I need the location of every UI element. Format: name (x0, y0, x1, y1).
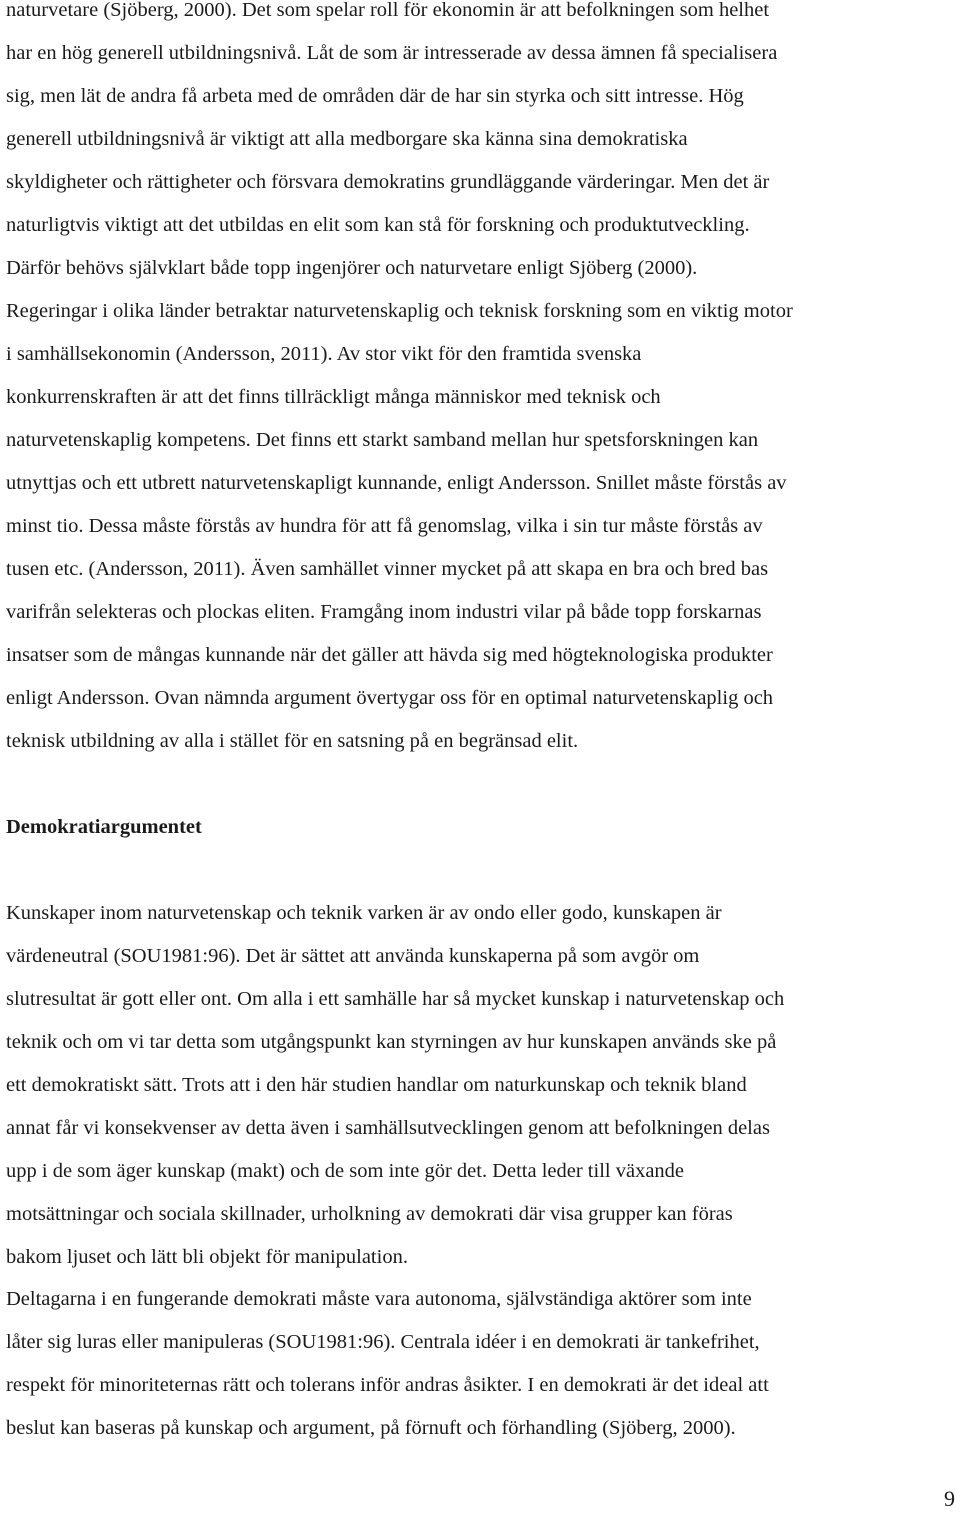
text-line: beslut kan baseras på kunskap och argument, på förnuft och förhandling (Sjöberg, 2000). (6, 1417, 736, 1439)
text-line: respekt för minoriteternas rätt och tolerans inför andras åsikter. I en demokrati är det ideal att (6, 1374, 769, 1396)
section-heading: Demokratiargumentet (6, 816, 202, 838)
text-line: naturvetare (Sjöberg, 2000). Det som spelar roll för ekonomin är att befolkningen som helhet (6, 0, 770, 21)
text-line: enligt Andersson. Ovan nämnda argument övertygar oss för en optimal naturvetenskaplig och (6, 687, 774, 709)
text-line: minst tio. Dessa måste förstås av hundra för att få genomslag, vilka i sin tur måste förstås av (6, 515, 763, 537)
text-line: sig, men lät de andra få arbeta med de områden där de har sin styrka och sitt intresse. Hög (6, 85, 744, 107)
text-line: Därför behövs självklart både topp ingenjörer och naturvetare enligt Sjöberg (2000). (6, 257, 698, 279)
text-line: upp i de som äger kunskap (makt) och de som inte gör det. Detta leder till växande (6, 1160, 685, 1182)
text-line: värdeneutral (SOU1981:96). Det är sättet att använda kunskaperna på som avgör om (6, 945, 700, 967)
text-line: generell utbildningsnivå är viktigt att alla medborgare ska känna sina demokratiska (6, 128, 688, 150)
text-line: bakom ljuset och lätt bli objekt för manipulation. (6, 1246, 408, 1268)
text-line: teknik och om vi tar detta som utgångspunkt kan styrningen av hur kunskapen används ske på (6, 1031, 777, 1053)
text-line: låter sig luras eller manipuleras (SOU1981:96). Centrala idéer i en demokrati är tankefrihet, (6, 1331, 760, 1353)
page-number: 9 (944, 1486, 955, 1511)
paragraph-knowledge-neutral (6, 892, 960, 1279)
text-line: konkurrenskraften är att det finns tillräckligt många människor med teknisk och (6, 386, 661, 408)
text-line: teknisk utbildning av alla i stället för en satsning på en begränsad elit. (6, 730, 579, 752)
text-line: Deltagarna i en fungerande demokrati måste vara autonoma, självständiga aktörer som inte (6, 1288, 752, 1310)
text-line: Kunskaper inom naturvetenskap och teknik varken är av ondo eller godo, kunskapen är (6, 902, 722, 924)
paragraph-economy-argument (6, 0, 960, 763)
text-line: motsättningar och sociala skillnader, urholkning av demokrati där visa grupper kan föras (6, 1203, 733, 1225)
text-line: annat får vi konsekvenser av detta även i samhällsutvecklingen genom att befolkningen delas (6, 1117, 770, 1139)
text-line: i samhällsekonomin (Andersson, 2011). Av stor vikt för den framtida svenska (6, 343, 642, 365)
text-line: Regeringar i olika länder betraktar naturvetenskaplig och teknisk forskning som en viktig motor (6, 300, 793, 322)
text-line: har en hög generell utbildningsnivå. Låt de som är intresserade av dessa ämnen få specialisera (6, 42, 778, 64)
text-line: varifrån selekteras och plockas eliten. Framgång inom industri vilar på både topp forskarnas (6, 601, 762, 623)
text-line: naturligtvis viktigt att det utbildas en elit som kan stå för forskning och produktutveckling. (6, 214, 750, 236)
text-line: tusen etc. (Andersson, 2011). Även samhället vinner mycket på att skapa en bra och bred bas (6, 558, 769, 580)
text-line: insatser som de mångas kunnande när det gäller att hävda sig med högteknologiska produkter (6, 644, 773, 666)
text-line: skyldigheter och rättigheter och försvara demokratins grundläggande värderingar. Men det är (6, 171, 770, 193)
paragraph-democracy-participants (6, 1278, 960, 1450)
text-line: naturvetenskaplig kompetens. Det finns ett starkt samband mellan hur spetsforskningen kan (6, 429, 759, 451)
text-line: slutresultat är gott eller ont. Om alla i ett samhälle har så mycket kunskap i naturvetenskap och (6, 988, 785, 1010)
text-line: ett demokratiskt sätt. Trots att i den här studien handlar om naturkunskap och teknik bland (6, 1074, 747, 1096)
text-line: utnyttjas och ett utbrett naturvetenskapligt kunnande, enligt Andersson. Snillet måste förstås av (6, 472, 787, 494)
